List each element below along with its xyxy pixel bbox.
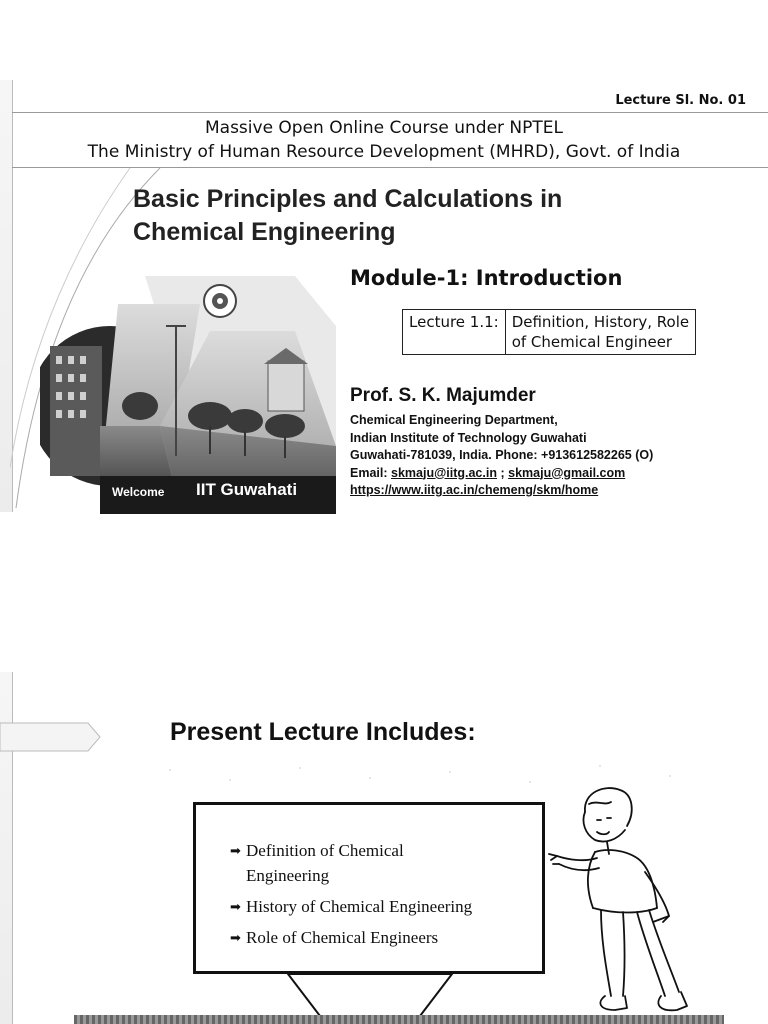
homepage-link[interactable]: https://www.iitg.ac.in/chemeng/skm/home [350,483,599,497]
board-stand [270,972,470,1018]
header-ministry: The Ministry of Human Resource Development (MHRD), Govt. of India [87,142,681,162]
professor-name: Prof. S. K. Majumder [350,385,536,406]
institute: Indian Institute of Technology Guwahati [350,430,587,445]
topic-text: Definition of Chemical [246,841,404,860]
lecture-topic-line1: Definition, History, Role [511,313,690,331]
banner-welcome: Welcome [112,485,165,499]
email-line [350,465,653,483]
header-rule-top [12,112,768,113]
topic-text: Role of Chemical Engineers [246,928,439,947]
right-pointing-hand-icon: ➡ [230,930,241,945]
email-separator: ; [500,465,505,480]
topic-text-continued: Engineering [246,866,330,885]
lecture-serial-number: Lecture Sl. No. 01 [615,93,746,108]
slide2-heading: Present Lecture Includes: [170,718,476,746]
course-title-line2: Chemical Engineering [133,218,396,246]
topic-text: History of Chemical Engineering [246,897,473,916]
professor-contact [350,412,653,500]
floor-strip [74,1015,724,1024]
lecture-topic-line2: of Chemical Engineer [511,333,673,351]
course-title-line1: Basic Principles and Calculations in [133,185,563,213]
module-title: Module-1: Introduction [350,266,623,290]
email-link-1[interactable]: skmaju@iitg.ac.in [391,465,497,480]
lecture-topics-list [230,838,472,950]
email-label: Email: [350,465,388,480]
course-title [133,183,673,249]
address-phone: Guwahati-781039, India. Phone: +913612582265 (O) [350,448,654,462]
lecture-topic-cell [505,310,695,355]
list-item [230,894,472,919]
list-item [230,838,472,888]
list-item [230,925,472,950]
lecture-info-table [402,309,696,355]
lecture-number-cell: Lecture 1.1: [403,310,506,355]
header-nptel: Massive Open Online Course under NPTEL [204,118,563,138]
slide2-arrow-tab [0,722,104,752]
right-pointing-hand-icon: ➡ [230,899,241,914]
pointing-student-illustration [545,782,715,1018]
right-pointing-hand-icon: ➡ [230,843,241,858]
banner-institute-name: IIT Guwahati [196,480,298,499]
email-link-2[interactable]: skmaju@gmail.com [508,465,626,480]
department: Chemical Engineering Department, [350,413,558,427]
iitg-campus-banner [40,276,336,514]
